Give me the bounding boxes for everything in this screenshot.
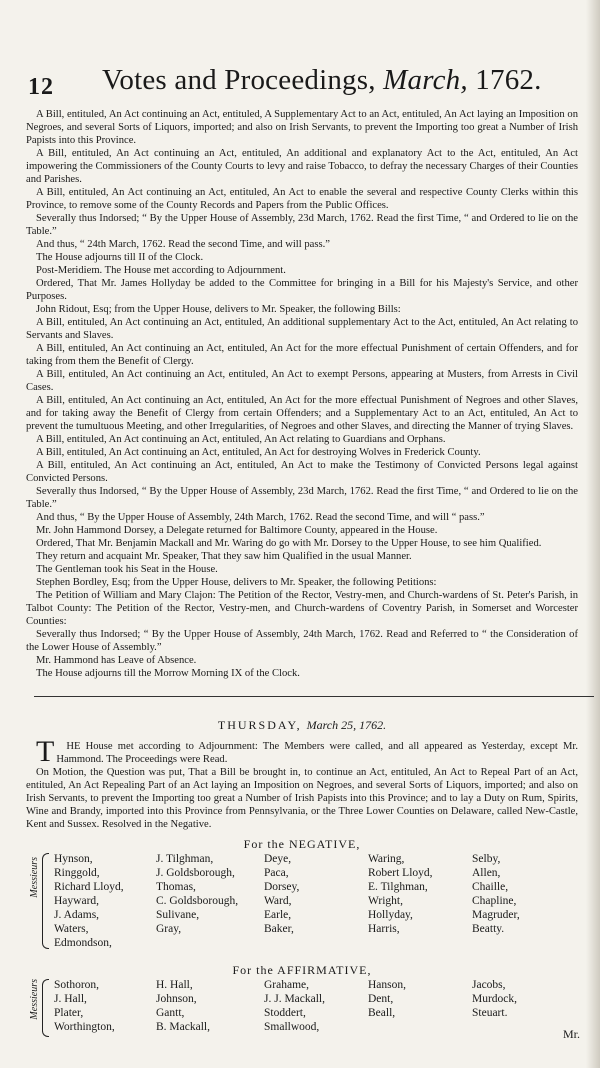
vote-column [368, 978, 406, 1020]
member-name: Sulivane, [156, 909, 200, 921]
paragraph: The House adjourns till the Morrow Morning IX of the Clock. [36, 668, 300, 679]
member-name: Smallwood, [264, 1021, 320, 1033]
member-name: Ward, [264, 895, 292, 907]
affirmative-heading: For the AFFIRMATIVE, [232, 963, 372, 977]
paragraph: A Bill, entituled, An Act continuing an Act, entituled, An Act to exempt Persons, appearing at Musters, from Arrests in Civil Cases. [26, 369, 578, 393]
paragraph: The Gentleman took his Seat in the House. [36, 564, 218, 575]
member-name: Steuart. [472, 1007, 508, 1019]
member-name: Selby, [472, 853, 501, 865]
opening-paragraph: T HE House met according to Adjournment: The Members were called, and all appeared as Yesterday, except Mr. Hammond. The Proceedings were Read. [26, 740, 578, 766]
member-name: Paca, [264, 867, 289, 879]
paragraph: A Bill, entituled, An Act continuing an Act, entituled, An Act relating to Guardians and Orphans. [36, 434, 446, 445]
member-name: Hanson, [368, 979, 407, 991]
paragraph: A Bill, entituled, An Act continuing an Act, entituled, An Act for destroying Wolves in Frederick County. [36, 447, 481, 458]
paragraph: The Petition of William and Mary Clajon: The Petition of the Rector, Vestry-men, and Church-wardens of St. Peter's Parish, in Talbot County: The Petition of the Rector, Vestry-men, and Church-wardens of Coventry Parish, in Somerset and Worcester Counties: [26, 590, 578, 627]
section-divider [34, 696, 594, 697]
paragraph: Stephen Bordley, Esq; from the Upper House, delivers to Mr. Speaker, the following Petitions: [36, 577, 437, 588]
member-name: Jacobs, [472, 979, 506, 991]
negative-vote-list [26, 837, 578, 957]
member-name: Deye, [264, 853, 292, 865]
member-name: C. Goldsborough, [156, 895, 239, 907]
member-name: J. Goldsborough, [156, 867, 235, 879]
member-name: Beall, [368, 1007, 396, 1019]
member-name: Beatty. [472, 923, 505, 935]
member-name: Richard Lloyd, [54, 881, 124, 893]
member-name: Ringgold, [54, 867, 100, 879]
paragraph: And thus, “ By the Upper House of Assembly, 24th March, 1762. Read the second Time, and will “ pass.” [36, 512, 485, 523]
member-name: J. J. Mackall, [264, 993, 326, 1005]
paragraph: Severally thus Indorsed; “ By the Upper House of Assembly, 24th March, 1762. Read and Referred to “ the Consideration of the Lower House of Assembly.” [26, 629, 578, 653]
vote-column [368, 852, 433, 936]
paragraph: A Bill, entituled, An Act continuing an Act, entituled, An Act to enable the several and respective County Clerks within this Province, to remove some of the County Records and Papers from the Public Offices. [26, 187, 578, 211]
page-edge-shadow [586, 0, 600, 1068]
paragraph: Ordered, That Mr. James Hollyday be added to the Committee for bringing in a Bill for his Majesty's Service, and other Purposes. [26, 278, 578, 302]
paragraph: A Bill, entituled, An Act continuing an Act, entituled, A Supplementary Act to an Act, entituled, An Act laying an Imposition on Negroes, and several Sorts of Liquors, imported; and also on Irish Servants, to prevent the Importing too great a Number of Irish Papists into this Province. [26, 109, 578, 146]
member-name: Thomas, [156, 881, 196, 893]
brace-glyph [42, 979, 49, 1037]
drop-cap: T [36, 735, 55, 768]
paragraph: Mr. Hammond has Leave of Absence. [36, 655, 197, 666]
member-name: Gantt, [156, 1007, 185, 1019]
vote-column [54, 852, 124, 950]
messieurs-label: Messieurs [29, 857, 40, 898]
member-name: Allen, [472, 867, 501, 879]
vote-column [264, 852, 299, 936]
paragraph: Severally thus Indorsed, “ By the Upper House of Assembly, 23d March, 1762. Read the first Time, “ and Ordered to lie on the Table.” [26, 486, 578, 510]
affirmative-vote-list [26, 963, 578, 1039]
vote-column [472, 978, 517, 1020]
paragraph: The House adjourns till II of the Clock. [36, 252, 204, 263]
paragraph: And thus, “ 24th March, 1762. Read the second Time, and will pass.” [36, 239, 330, 250]
member-name: Robert Lloyd, [368, 867, 433, 879]
paragraph: Ordered, That Mr. Benjamin Mackall and Mr. Waring do go with Mr. Dorsey to the Upper House, to see him Qualified. [36, 538, 542, 549]
member-name: Waring, [368, 853, 405, 865]
member-name: Baker, [264, 923, 294, 935]
member-name: B. Mackall, [156, 1021, 210, 1033]
member-name: Murdock, [472, 993, 518, 1005]
paragraph: John Ridout, Esq; from the Upper House, delivers to Mr. Speaker, the following Bills: [36, 304, 401, 315]
vote-column [264, 978, 325, 1034]
member-name: Stoddert, [264, 1007, 306, 1019]
page-number: 12 [28, 74, 54, 100]
paragraph: A Bill, entituled, An Act continuing an Act, entituled, An additional supplementary Act to the Act, entituled, An Act relating to Servants and Slaves. [26, 317, 578, 341]
member-name: E. Tilghman, [368, 881, 428, 893]
negative-heading: For the NEGATIVE, [243, 837, 361, 851]
vote-column [54, 978, 115, 1034]
page-header [28, 64, 568, 104]
member-name: Plater, [54, 1007, 84, 1019]
paragraph: A Bill, entituled, An Act continuing an Act, entituled, An Act for the more effectual Punishment of Negroes and other Slaves, and for taking away the Benefit of Clergy from certain Offenders; and a Supplementary Act to an Act, entituled, An Act to prevent the tumultuous Meeting, and other Irregularities, of Negroes and other Slaves, and directing the Manner of trying Slaves. [26, 395, 578, 432]
day-heading: THURSDAY, March 25, 1762. [217, 718, 387, 732]
running-title: Votes and Proceedings, March, 1762. [102, 64, 542, 96]
member-name: Grahame, [264, 979, 310, 991]
member-name: Gray, [156, 923, 182, 935]
proceedings-text [26, 108, 578, 680]
member-name: Johnson, [156, 993, 197, 1005]
member-name: Magruder, [472, 909, 520, 921]
paragraph: They return and acquaint Mr. Speaker, That they saw him Qualified in the usual Manner. [36, 551, 412, 562]
member-name: Waters, [54, 923, 89, 935]
member-name: Hynson, [54, 853, 93, 865]
member-name: Worthington, [54, 1021, 115, 1033]
vote-column [156, 852, 238, 936]
motion-paragraph: On Motion, the Question was put, That a Bill be brought in, to continue an Act, entituled, An Act to Repeal Part of an Act, entituled, An Act Repealing Part of an Act laying an Imposition on Negroes, and several Sorts of Liquors, imported; and also on Irish Servants, to prevent the Importing too great a Number of Irish Papists into this Province; and to lay a Duty on Rum, Spirits, Wine and Brandy, imported into this Province from Pennsylvania, or the Three Lower Counties on Delaware, called New-Castle, Kent and Sussex. Resolved in the Negative. [26, 767, 578, 830]
member-name: Chapline, [472, 895, 517, 907]
messieurs-label: Messieurs [29, 979, 40, 1020]
member-name: J. Tilghman, [156, 853, 214, 865]
paragraph: A Bill, entituled, An Act continuing an Act, entituled, An Act for the more effectual Punishment of certain Offenders, and for taking from them the Benefit of Clergy. [26, 343, 578, 367]
paragraph: A Bill, entituled, An Act continuing an Act, entituled, An Act to make the Testimony of Convicted Persons legal against Convicted Persons. [26, 460, 578, 484]
member-name: J. Adams, [54, 909, 100, 921]
brace-glyph [42, 853, 49, 949]
member-name: Harris, [368, 923, 400, 935]
member-name: H. Hall, [156, 979, 193, 991]
page-body [26, 108, 578, 1039]
member-name: Chaille, [472, 881, 509, 893]
member-name: Dent, [368, 993, 394, 1005]
member-name: Wright, [368, 895, 403, 907]
vote-column [472, 852, 520, 936]
member-name: Edmondson, [54, 937, 112, 949]
paragraph: A Bill, entituled, An Act continuing an Act, entituled, An additional and explanatory Act to the Act, entituled, An Act impowering the Commissioners of the County Courts to levy and raise Tobacco, to defray the necessary Charges of their Counties and Parishes. [26, 148, 578, 185]
paragraph: Mr. John Hammond Dorsey, a Delegate returned for Baltimore County, appeared in the House. [36, 525, 438, 536]
paragraph: Post-Meridiem. The House met according to Adjournment. [36, 265, 286, 276]
member-name: Hayward, [54, 895, 100, 907]
paragraph: Severally thus Indorsed; “ By the Upper House of Assembly, 23d March, 1762. Read the first Time, “ and Ordered to lie on the Table.” [26, 213, 578, 237]
member-name: J. Hall, [54, 993, 87, 1005]
member-name: Sothoron, [54, 979, 100, 991]
member-name: Dorsey, [264, 881, 300, 893]
member-name: Hollyday, [368, 909, 413, 921]
vote-column [156, 978, 210, 1034]
catchword: Mr. [562, 1027, 580, 1041]
member-name: Earle, [264, 909, 292, 921]
